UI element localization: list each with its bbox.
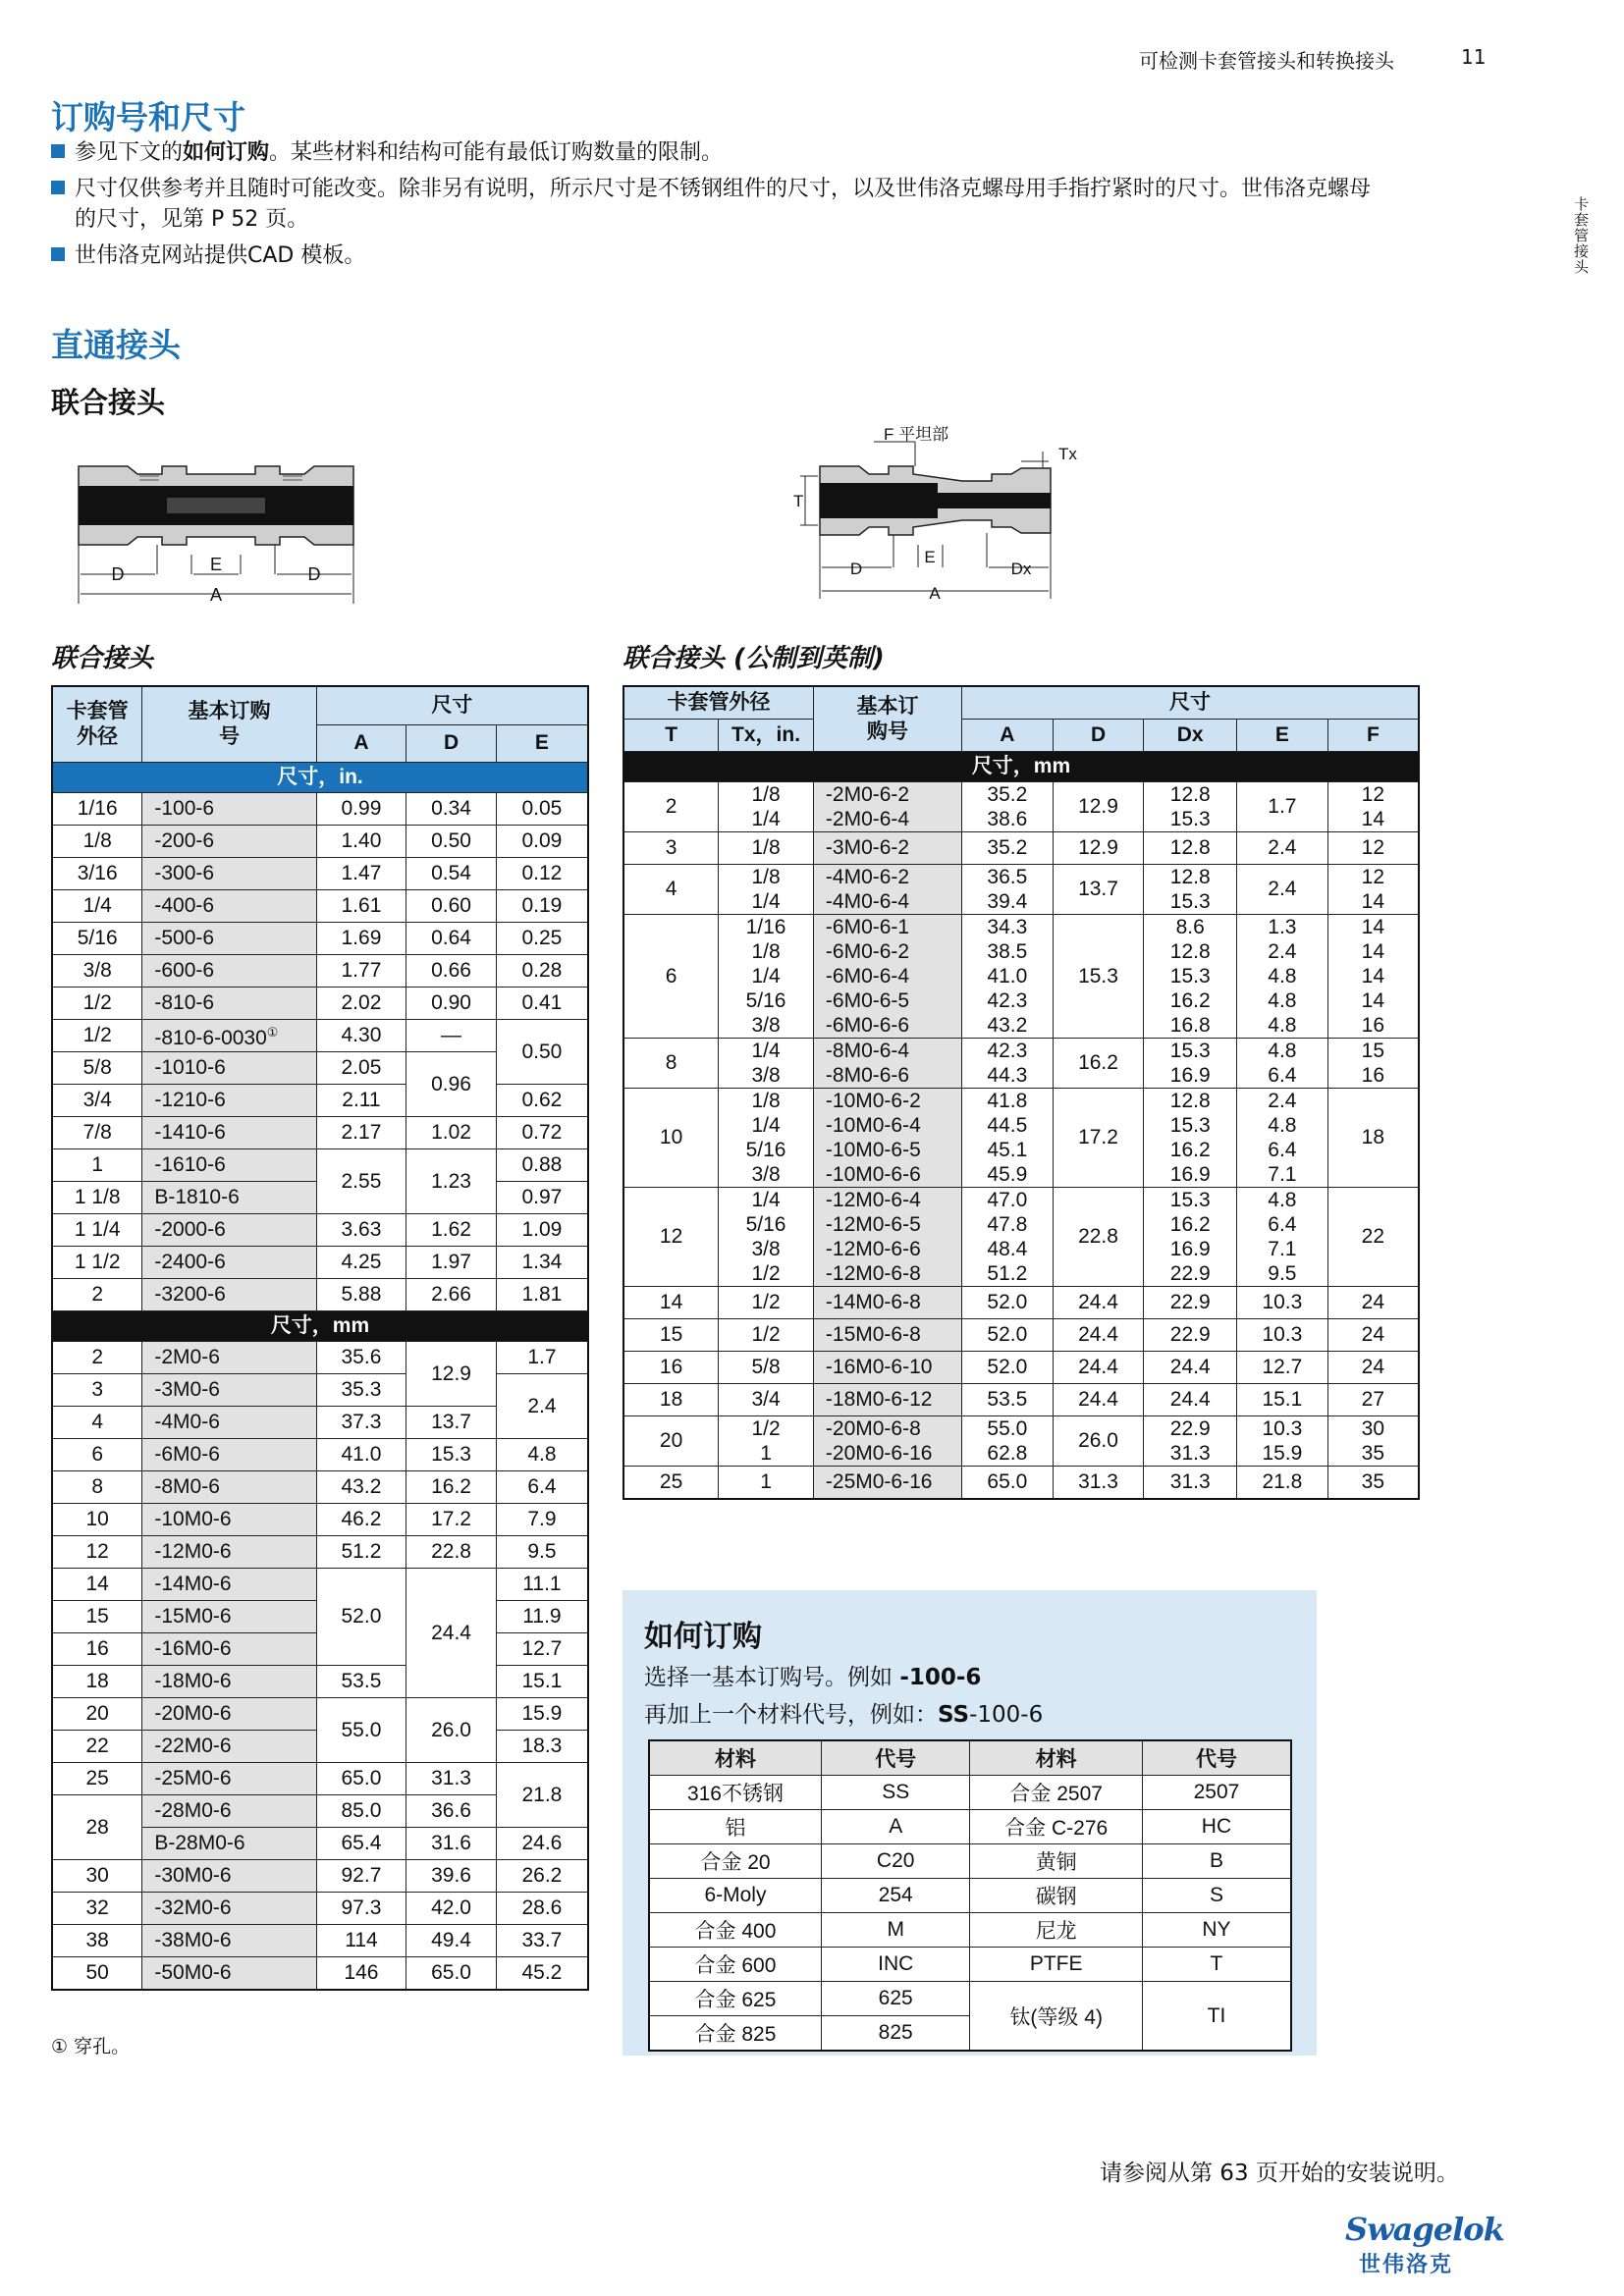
dim-label-d: D — [111, 564, 125, 584]
col-header-e: E — [1237, 720, 1328, 752]
table-row: 1/2 -810-6-0030① 4.30 — 0.50 — [52, 1020, 588, 1052]
col-header-tube-od: 卡套管外径 — [66, 700, 129, 748]
table-row: 1 1/2 -2400-6 4.25 1.97 1.34 — [52, 1247, 588, 1279]
logo-chinese: 世伟洛克 — [1359, 2253, 1454, 2277]
table-row: 15 -15M0-6 11.9 — [52, 1601, 588, 1633]
band-inch: 尺寸，in. — [52, 763, 588, 793]
how-to-order-step1: 选择一基本订购号。例如 -100-6 — [644, 1665, 982, 1690]
col-header-dims: 尺寸 — [316, 686, 588, 724]
col-header-e: E — [496, 724, 588, 762]
table-row: 3/8 -600-6 1.77 0.66 0.28 — [52, 955, 588, 988]
table-row: 38 -38M0-6 114 49.4 33.7 — [52, 1925, 588, 1957]
table-row: 16 5/8 -16M0-6-10 52.0 24.4 24.4 12.7 24 — [623, 1352, 1419, 1384]
table-row: 18 3/4 -18M0-6-12 53.5 24.4 24.4 15.1 27 — [623, 1384, 1419, 1416]
bullet-square-icon — [51, 247, 65, 261]
side-tab-label: 卡套管接头 — [1572, 196, 1590, 275]
how-to-order-box — [623, 1590, 1317, 2056]
table-row: 3/16 -300-6 1.47 0.54 0.12 — [52, 858, 588, 890]
table-row: 1/2 -810-6 2.02 0.90 0.41 — [52, 988, 588, 1020]
bullet-item: 尺寸仅供参考并且随时可能改变。除非另有说明，所示尺寸是不锈钢组件的尺寸，以及世伟洛克螺母用手指拧紧时的尺寸。世伟洛克螺母 — [51, 174, 1504, 204]
union-heading: 联合接头 — [51, 386, 166, 419]
dim-label-e: E — [209, 555, 223, 574]
bullet-item: 参见下文的如何订购。某些材料和结构可能有最低订购数量的限制。 — [51, 137, 1504, 168]
table-row: 18 -18M0-6 53.5 15.1 — [52, 1666, 588, 1698]
col-header-a: A — [316, 724, 406, 762]
table-row: 20 -20M0-6 55.0 26.0 15.9 — [52, 1698, 588, 1731]
table-row: 12 -12M0-6 51.2 22.8 9.5 — [52, 1536, 588, 1569]
page-number: 11 — [1461, 45, 1487, 69]
swagelok-logo — [1345, 2211, 1504, 2278]
table-row: 12 1/4 5/16 3/8 1/2 -12M0-6-4 -12M0-6-5 -12M0-6-6 -12M0-6-8 47.0 47.8 48.4 51.2 22.8 15.3 16.2 16.9 22.9 4.8 6.4 7.1 9.5 22 — [623, 1188, 1419, 1287]
col-header-a: A — [962, 720, 1054, 752]
table-row: 6 1/16 1/8 1/4 5/16 3/8 -6M0-6-1 -6M0-6-2 -6M0-6-4 -6M0-6-5 -6M0-6-6 34.3 38.5 41.0 42.3 43.2 15.3 8.6 12.8 15.3 16.2 16.8 1.3 2.4 4.8 4.8 4.8 14 14 14 14 16 — [623, 915, 1419, 1039]
band-mm: 尺寸，mm — [52, 1311, 588, 1342]
table-row: 1/16 -100-6 0.99 0.34 0.05 — [52, 793, 588, 826]
dim-label-a: A — [929, 584, 941, 603]
union-diagram — [59, 447, 373, 609]
footnote: ① 穿孔。 — [51, 2036, 131, 2057]
table-row: 4 1/8 1/4 -4M0-6-2 -4M0-6-4 36.5 39.4 13.7 12.8 15.3 2.4 12 14 — [623, 865, 1419, 915]
dim-label-dx: Dx — [1010, 560, 1032, 578]
col-header-tx: Tx，in. — [719, 720, 814, 752]
table-row: 合金 400 M 尼龙 NY — [649, 1913, 1291, 1948]
table-row: 8 -8M0-6 43.2 16.2 6.4 — [52, 1471, 588, 1504]
union-table — [51, 685, 589, 1991]
col-header-basic-order: 基本订购号 — [856, 694, 919, 743]
table-row: 32 -32M0-6 97.3 42.0 28.6 — [52, 1893, 588, 1925]
table-row: 1 -1610-6 2.55 1.23 0.88 — [52, 1149, 588, 1182]
table-row: 25 1 -25M0-6-16 65.0 31.3 31.3 21.8 35 — [623, 1467, 1419, 1500]
col-header-t: T — [623, 720, 719, 752]
table-row: 1/4 -400-6 1.61 0.60 0.19 — [52, 890, 588, 923]
table-row: 30 -30M0-6 92.7 39.6 26.2 — [52, 1860, 588, 1893]
table-row: 50 -50M0-6 146 65.0 45.2 — [52, 1957, 588, 1991]
table-row: 1 1/8 B-1810-6 0.97 — [52, 1182, 588, 1214]
material-code-table — [648, 1739, 1292, 2052]
bullet-item-continuation: 的尺寸，见第 P 52 页。 — [75, 207, 309, 232]
dim-label-d: D — [307, 564, 321, 584]
col-header-material: 材料 — [970, 1740, 1142, 1776]
table-row: 合金 625 625 钛(等级 4) TI — [649, 1982, 1291, 2016]
table-row: 6 -6M0-6 41.0 15.3 4.8 — [52, 1439, 588, 1471]
table-row: 22 -22M0-6 18.3 — [52, 1731, 588, 1763]
table-row: 5/8 -1010-6 2.05 0.96 — [52, 1052, 588, 1085]
union-metric-to-inch-diagram — [785, 422, 1119, 609]
col-header-d: D — [1053, 720, 1144, 752]
bullet-square-icon — [51, 181, 65, 194]
col-header-basic-order: 基本订购号 — [188, 700, 271, 748]
how-to-order-link[interactable]: 如何订购 — [183, 140, 270, 165]
table-row: 8 1/4 3/8 -8M0-6-4 -8M0-6-6 42.3 44.3 16.2 15.3 16.9 4.8 6.4 15 16 — [623, 1039, 1419, 1089]
table-row: 3 -3M0-6 35.3 2.4 — [52, 1374, 588, 1407]
col-header-code: 代号 — [1142, 1740, 1291, 1776]
bullet-list — [51, 137, 1504, 271]
table-row: 5/16 -500-6 1.69 0.64 0.25 — [52, 923, 588, 955]
table-row: 3 1/8 -3M0-6-2 35.2 12.9 12.8 2.4 12 — [623, 832, 1419, 865]
dim-label-tx: Tx — [1058, 445, 1077, 463]
table-row: 14 1/2 -14M0-6-8 52.0 24.4 22.9 10.3 24 — [623, 1287, 1419, 1319]
table1-caption: 联合接头 — [51, 644, 154, 673]
table-row: 10 1/8 1/4 5/16 3/8 -10M0-6-2 -10M0-6-4 -10M0-6-5 -10M0-6-6 41.8 44.5 45.1 45.9 17.2 12.8 15.3 16.2 16.9 2.4 4.8 6.4 7.1 18 — [623, 1089, 1419, 1188]
table-row: 7/8 -1410-6 2.17 1.02 0.72 — [52, 1117, 588, 1149]
col-header-f: F — [1327, 720, 1419, 752]
table-row: 铝 A 合金 C-276 HC — [649, 1810, 1291, 1844]
table-row: 2 -3200-6 5.88 2.66 1.81 — [52, 1279, 588, 1311]
table2-caption: 联合接头 (公制到英制) — [623, 644, 885, 673]
table-row: 16 -16M0-6 12.7 — [52, 1633, 588, 1666]
table-row: 3/4 -1210-6 2.11 0.62 — [52, 1085, 588, 1117]
table-row: 28 -28M0-6 85.0 36.6 — [52, 1795, 588, 1828]
ordering-heading: 订购号和尺寸 — [51, 98, 245, 136]
table-row: 25 -25M0-6 65.0 31.3 21.8 — [52, 1763, 588, 1795]
bullet-item: 世伟洛克网站提供CAD 模板。 — [51, 240, 1504, 271]
table-row: 1/8 -200-6 1.40 0.50 0.09 — [52, 826, 588, 858]
col-header-code: 代号 — [821, 1740, 970, 1776]
table-row: B-28M0-6 65.4 31.6 24.6 — [52, 1828, 588, 1860]
dim-label-a: A — [209, 585, 223, 605]
dim-label-d: D — [849, 560, 863, 578]
table-row: 合金 825 825 — [649, 2016, 1291, 2052]
col-header-d: D — [406, 724, 497, 762]
table-row: 合金 20 C20 黄铜 B — [649, 1844, 1291, 1879]
straight-fittings-heading: 直通接头 — [51, 326, 181, 364]
table-row: 20 1/2 1 -20M0-6-8 -20M0-6-16 55.0 62.8 26.0 22.9 31.3 10.3 15.9 30 35 — [623, 1416, 1419, 1467]
table-row: 4 -4M0-6 37.3 13.7 — [52, 1407, 588, 1439]
how-to-order-title: 如何订购 — [644, 1620, 762, 1654]
table-row: 2 1/8 1/4 -2M0-6-2 -2M0-6-4 35.2 38.6 12.9 12.8 15.3 1.7 12 14 — [623, 782, 1419, 832]
union-metric-to-inch-table — [623, 685, 1420, 1500]
table-row: 1 1/4 -2000-6 3.63 1.62 1.09 — [52, 1214, 588, 1247]
dim-label-t: T — [793, 492, 804, 510]
running-header-title: 可检测卡套管接头和转换接头 — [1139, 49, 1394, 73]
table-row: 6-Moly 254 碳钢 S — [649, 1879, 1291, 1913]
col-header-dx: Dx — [1144, 720, 1237, 752]
how-to-order-step2: 再加上一个材料代号，例如：SS-100-6 — [644, 1702, 1044, 1728]
dim-label-f-flat: F 平坦部 — [884, 425, 949, 444]
col-header-tube-od: 卡套管外径 — [623, 686, 813, 720]
dim-label-e: E — [924, 548, 936, 566]
installation-note: 请参阅从第 63 页开始的安装说明。 — [1100, 2161, 1459, 2186]
table-row: 15 1/2 -15M0-6-8 52.0 24.4 22.9 10.3 24 — [623, 1319, 1419, 1352]
table-row: 14 -14M0-6 52.0 24.4 11.1 — [52, 1569, 588, 1601]
table-row: 10 -10M0-6 46.2 17.2 7.9 — [52, 1504, 588, 1536]
bullet-square-icon — [51, 144, 65, 158]
table-row: 316不锈钢 SS 合金 2507 2507 — [649, 1776, 1291, 1810]
table-row: 2 -2M0-6 35.6 12.9 1.7 — [52, 1342, 588, 1374]
band-mm: 尺寸，mm — [623, 752, 1419, 782]
col-header-material: 材料 — [649, 1740, 821, 1776]
table-row: 合金 600 INC PTFE T — [649, 1948, 1291, 1982]
logo-wordmark: Swagelok — [1345, 2211, 1504, 2248]
col-header-dims: 尺寸 — [962, 686, 1419, 720]
